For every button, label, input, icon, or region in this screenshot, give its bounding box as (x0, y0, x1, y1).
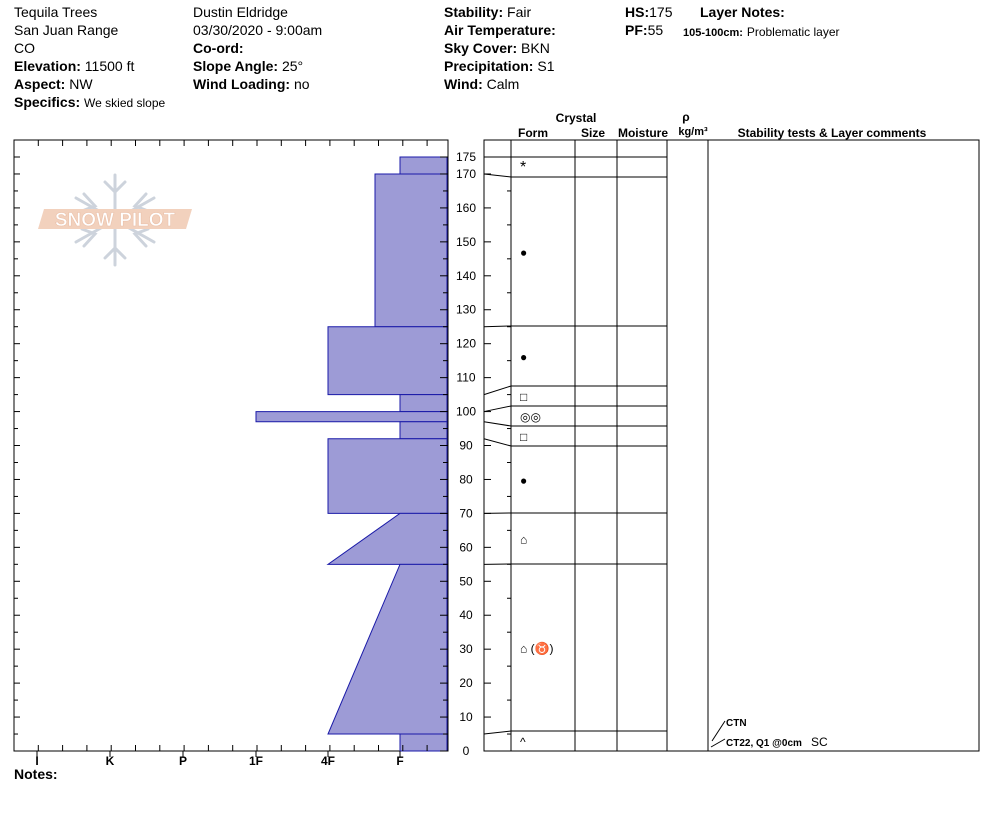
hardness-bar-4 (256, 412, 447, 422)
pf-label: PF: (625, 22, 648, 38)
grain-form-3: □ (520, 390, 528, 404)
hardness-bar-0 (400, 157, 447, 174)
hardness-bar-6 (328, 439, 447, 514)
stability-label: Stability: (444, 4, 504, 20)
height-label-70: 70 (459, 506, 473, 521)
snowpilot-logo (38, 175, 192, 265)
grain-form-7: ⌂ (520, 532, 528, 547)
height-label-140: 140 (455, 268, 477, 283)
height-label-100: 100 (455, 404, 477, 419)
height-label-120: 120 (455, 336, 477, 351)
hs-value: 175 (649, 4, 673, 20)
density-unit-header: kg/m³ (678, 126, 708, 138)
wind-label: Wind: (444, 76, 483, 92)
height-label-110: 110 (456, 370, 476, 385)
hs-label: HS: (625, 4, 650, 20)
aspect-label: Aspect: (14, 76, 66, 92)
grain-form-5: □ (520, 430, 528, 444)
test-label-ctn: CTN (726, 718, 747, 729)
crystal-header: Crystal (555, 111, 597, 125)
form-header: Form (518, 126, 548, 140)
hardness-bar-8 (328, 564, 447, 734)
layer-note-depth: 105-100cm: (683, 27, 743, 39)
hardness-label-F: F (396, 754, 404, 768)
hardness-bars (256, 157, 447, 751)
height-label-80: 80 (459, 472, 473, 487)
hardness-label-P: P (178, 754, 188, 768)
height-label-90: 90 (459, 438, 473, 453)
state-name: CO (14, 40, 35, 56)
grain-form-0: * (520, 159, 527, 176)
height-label-0: 0 (462, 744, 470, 758)
height-label-20: 20 (459, 676, 473, 691)
specifics-label: Specifics: (14, 94, 81, 110)
test-label-ct22: CT22, Q1 @0cm (726, 738, 802, 749)
hardness-label-K: K (105, 754, 115, 768)
hardness-label-I: I (35, 754, 39, 768)
pf-value: 55 (647, 22, 664, 38)
air-temp-label: Air Temperature: (444, 22, 556, 38)
notes-label: Notes: (14, 766, 58, 782)
observer-name: Dustin Eldridge (193, 4, 288, 20)
hardness-label-1F: 1F (248, 754, 264, 768)
rho-header: ρ (682, 110, 690, 124)
height-label-50: 50 (459, 574, 473, 589)
sky-value: BKN (521, 40, 550, 56)
aspect-value: NW (69, 76, 93, 92)
sky-label: Sky Cover: (444, 40, 518, 56)
precip-label: Precipitation: (444, 58, 534, 74)
height-label-175: 175 (455, 150, 477, 164)
precip-value: S1 (537, 58, 555, 74)
hardness-bar-3 (400, 395, 447, 412)
grain-form-9: ^ (520, 735, 526, 749)
hardness-bar-9 (400, 734, 447, 751)
grain-form-2: ● (520, 350, 528, 364)
height-label-170: 170 (455, 166, 477, 181)
test-label-sc: SC (811, 735, 828, 749)
slope-label: Slope Angle: (193, 58, 279, 74)
height-label-150: 150 (455, 234, 477, 249)
range-name: San Juan Range (14, 22, 119, 38)
hardness-bar-7 (328, 513, 447, 564)
height-label-130: 130 (455, 302, 477, 317)
height-label-60: 60 (459, 540, 473, 555)
hardness-bar-2 (328, 327, 447, 395)
stability-tests (711, 718, 828, 749)
wind-loading-value: no (293, 76, 310, 92)
layer-notes-label: Layer Notes: (700, 4, 785, 20)
observation-datetime: 03/30/2020 - 9:00am (193, 22, 323, 38)
height-label-40: 40 (459, 608, 473, 623)
hardness-label-4F: 4F (320, 754, 336, 768)
elevation-label: Elevation: (14, 58, 81, 74)
location-name: Tequila Trees (14, 4, 98, 20)
moisture-header: Moisture (617, 126, 669, 140)
logo-text: SNOW PILOT (54, 210, 176, 231)
hardness-bar-5 (400, 422, 447, 439)
grain-form-6: ● (520, 473, 528, 488)
height-label-10: 10 (459, 710, 473, 725)
elevation-value: 11500 ft (84, 58, 135, 74)
grain-form-8: ⌂ (♉) (520, 641, 554, 656)
comments-header: Stability tests & Layer comments (737, 126, 927, 140)
size-header: Size (580, 126, 606, 140)
test-arrow-1 (712, 721, 725, 741)
height-label-30: 30 (459, 642, 473, 657)
coord-label: Co-ord: (193, 40, 244, 56)
wind-loading-label: Wind Loading: (193, 76, 291, 92)
slope-value: 25° (281, 58, 304, 74)
height-label-160: 160 (455, 200, 477, 215)
specifics-value: We skied slope (84, 96, 166, 110)
layer-note-text: Problematic layer (746, 25, 840, 39)
stability-value: Fair (507, 4, 532, 20)
grain-form-4: ◎◎ (520, 410, 541, 424)
grain-form-1: ● (520, 245, 528, 260)
hardness-bar-1 (375, 174, 447, 327)
wind-value: Calm (486, 76, 520, 92)
